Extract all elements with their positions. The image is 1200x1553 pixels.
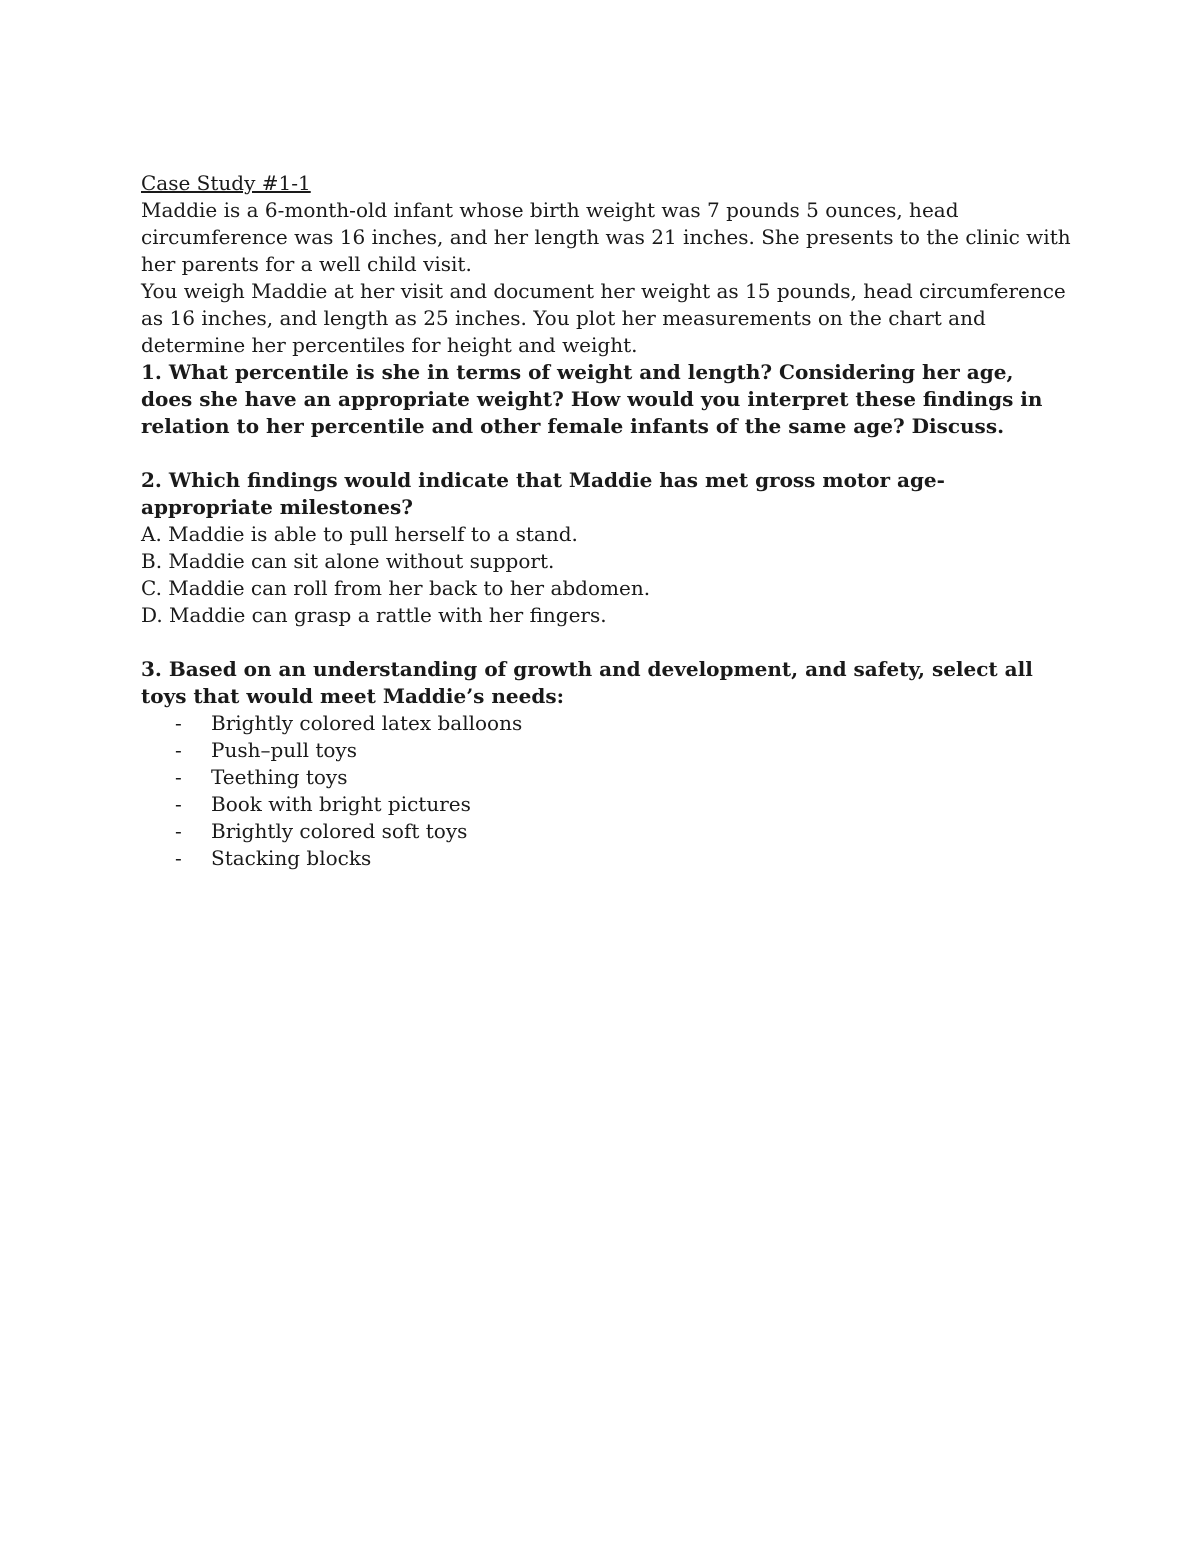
option-b: B. Maddie can sit alone without support. <box>141 549 555 573</box>
toy-label: Brightly colored soft toys <box>211 819 468 843</box>
toy-list <box>141 710 1071 872</box>
spacer <box>141 440 1071 467</box>
spacer <box>141 629 1071 656</box>
toy-list-item <box>141 764 1071 791</box>
question-1: 1. What percentile is she in terms of weight and length? Considering her age, does she have an appropriate weight? How would you interpret these findings in relation to her percentile and other female infants of the same age? Discuss. <box>141 360 1043 438</box>
bullet-dash: - <box>175 711 182 735</box>
bullet-dash: - <box>175 846 182 870</box>
case-study-content <box>141 170 1071 872</box>
toy-label: Push–pull toys <box>211 738 357 762</box>
toy-list-item <box>141 791 1071 818</box>
option-c: C. Maddie can roll from her back to her abdomen. <box>141 576 651 600</box>
toy-list-item <box>141 710 1071 737</box>
bullet-dash: - <box>175 792 182 816</box>
toy-label: Book with bright pictures <box>211 792 471 816</box>
bullet-dash: - <box>175 819 182 843</box>
toy-label: Teething toys <box>211 765 348 789</box>
question-3: 3. Based on an understanding of growth and development, and safety, select all toys that would meet Maddie’s needs: <box>141 657 1033 708</box>
option-a: A. Maddie is able to pull herself to a stand. <box>141 522 578 546</box>
toy-list-item <box>141 845 1071 872</box>
toy-list-item <box>141 818 1071 845</box>
question-2: 2. Which findings would indicate that Maddie has met gross motor age-appropriate milestones? <box>141 468 945 519</box>
case-study-heading: Case Study #1-1 <box>141 171 311 195</box>
option-d: D. Maddie can grasp a rattle with her fingers. <box>141 603 607 627</box>
measurement-paragraph: You weigh Maddie at her visit and document her weight as 15 pounds, head circumference as 16 inches, and length as 25 inches. You plot her measurements on the chart and determine her percentiles for height and weight. <box>141 279 1066 357</box>
toy-label: Stacking blocks <box>211 846 372 870</box>
bullet-dash: - <box>175 765 182 789</box>
toy-list-item <box>141 737 1071 764</box>
toy-label: Brightly colored latex balloons <box>211 711 523 735</box>
intro-paragraph: Maddie is a 6-month-old infant whose birth weight was 7 pounds 5 ounces, head circumference was 16 inches, and her length was 21 inches. She presents to the clinic with her parents for a well child visit. <box>141 198 1071 276</box>
bullet-dash: - <box>175 738 182 762</box>
